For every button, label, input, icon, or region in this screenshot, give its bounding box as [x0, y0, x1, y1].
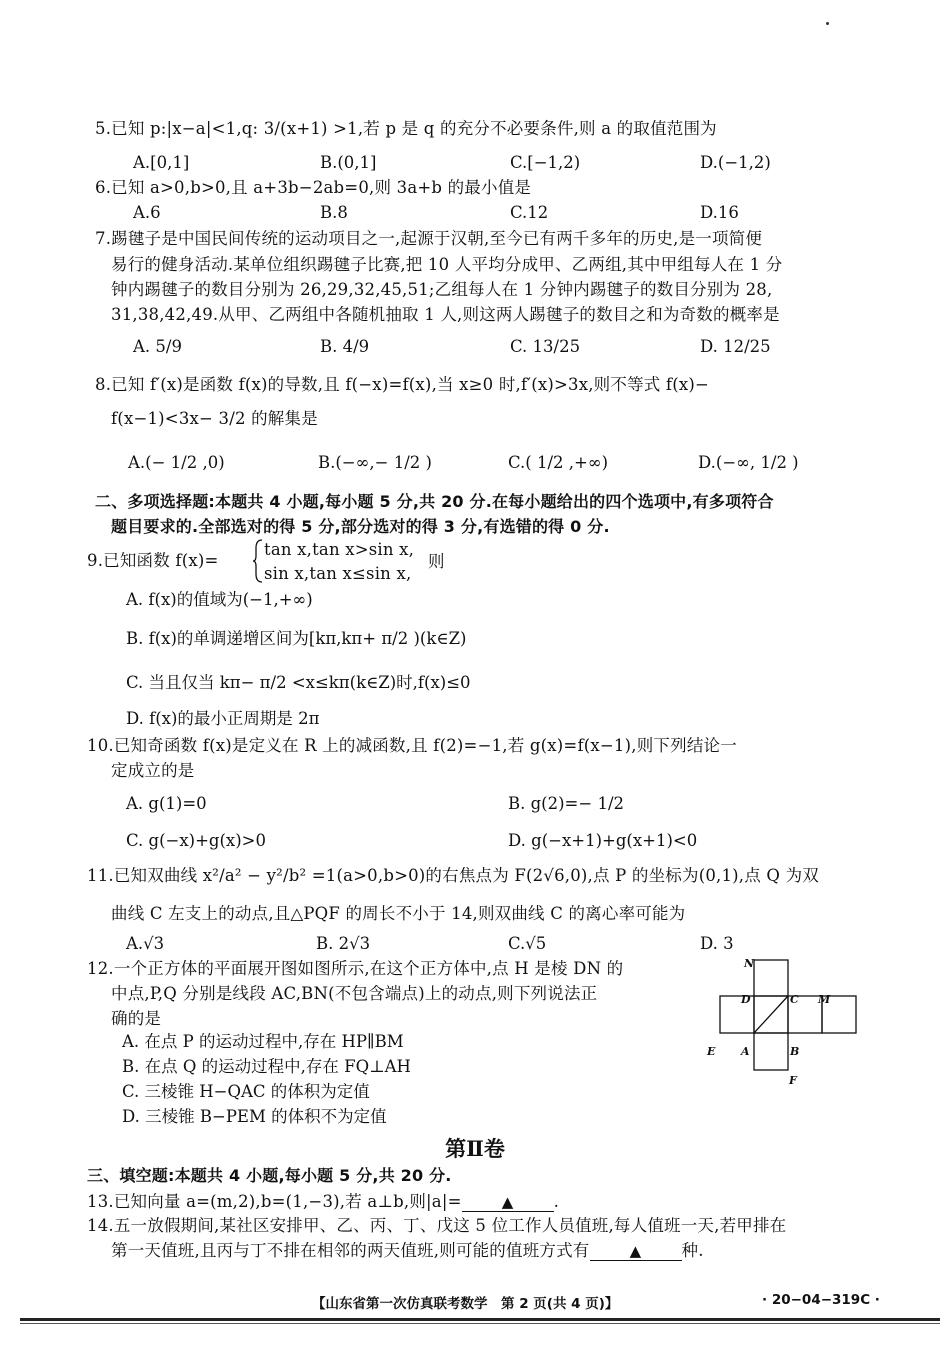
q8-option-c: C.( 1/2 ,+∞) — [508, 453, 609, 472]
q7-line-1: 7.踢毽子是中国民间传统的运动项目之一,起源于汉朝,至今已有两千多年的历史,是一项简便 — [95, 229, 763, 248]
q7-option-b: B. 4/9 — [320, 337, 370, 356]
q5-stem: 5.已知 p:|x−a|<1,q: 3/(x+1) >1,若 p 是 q 的充分不必要条件,则 a 的取值范围为 — [95, 119, 717, 138]
label-d: D — [741, 993, 751, 1006]
q9-option-d: D. f(x)的最小正周期是 2π — [126, 709, 320, 728]
section2-heading-line-2: 题目要求的.全部选对的得 5 分,部分选对的得 3 分,有选错的得 0 分. — [111, 517, 610, 536]
q7-option-d: D. 12/25 — [700, 337, 771, 356]
q7-option-a: A. 5/9 — [133, 337, 182, 356]
q5-option-d: D.(−1,2) — [700, 153, 771, 172]
q14-answer-blank[interactable] — [590, 1242, 682, 1261]
section2-heading-line-1: 二、多项选择题:本题共 4 小题,每小题 5 分,共 20 分.在每小题给出的四个选项中,有多项符合 — [95, 492, 774, 511]
q11-line-2: 曲线 C 左支上的动点,且△PQF 的周长不小于 14,则双曲线 C 的离心率可能为 — [111, 904, 686, 923]
q9-case-2: sin x,tan x≤sin x, — [264, 564, 412, 583]
q12-option-d: D. 三棱锥 B−PEM 的体积不为定值 — [122, 1107, 387, 1126]
cube-net-figure — [700, 955, 870, 1095]
diagonal-ac — [754, 996, 788, 1033]
q13-line — [87, 1191, 559, 1213]
q10-option-d: D. g(−x+1)+g(x+1)<0 — [508, 831, 698, 850]
q7-option-c: C. 13/25 — [510, 337, 581, 356]
q14-line-2 — [111, 1240, 704, 1262]
net-square-bottom — [754, 1033, 788, 1070]
q9-option-a: A. f(x)的值域为(−1,+∞) — [126, 590, 313, 609]
q14-stem: 第一天值班,且丙与丁不排在相邻的两天值班,则可能的值班方式有 — [111, 1241, 590, 1260]
q6-option-d: D.16 — [700, 203, 739, 222]
bottom-rule-thin — [20, 1323, 940, 1324]
label-f: F — [789, 1074, 797, 1087]
q10-line-2: 定成立的是 — [111, 761, 195, 780]
q8-line-1: 8.已知 f′(x)是函数 f(x)的导数,且 f(−x)=f(x),当 x≥0 时,f′(x)>3x,则不等式 f(x)− — [95, 375, 710, 394]
q5-option-c: C.[−1,2) — [510, 153, 581, 172]
q10-option-c: C. g(−x)+g(x)>0 — [126, 831, 266, 850]
q9-stem-prefix: 9.已知函数 f(x)= — [87, 551, 219, 570]
q11-option-c: C.√5 — [508, 934, 547, 953]
q10-line-1: 10.已知奇函数 f(x)是定义在 R 上的减函数,且 f(2)=−1,若 g(x)=f(x−1),则下列结论一 — [87, 736, 737, 755]
q12-option-b: B. 在点 Q 的运动过程中,存在 FQ⊥AH — [122, 1057, 411, 1076]
q11-option-b: B. 2√3 — [316, 934, 371, 953]
q8-option-a: A.(− 1/2 ,0) — [128, 453, 225, 472]
q8-line-2: f(x−1)<3x− 3/2 的解集是 — [111, 409, 318, 428]
part2-title: 第Ⅱ卷 — [445, 1136, 505, 1161]
footer-code: · 20−04−319C · — [762, 1292, 880, 1308]
bottom-rule — [20, 1318, 940, 1321]
q9-stem-suffix: 则 — [428, 552, 445, 571]
speck — [826, 22, 829, 25]
q10-option-b: B. g(2)=− 1/2 — [508, 794, 624, 813]
q13-blank-mark: ▲ — [501, 1193, 514, 1211]
q9-option-c: C. 当且仅当 kπ− π/2 <x≤kπ(k∈Z)时,f(x)≤0 — [126, 673, 471, 692]
q14-blank-mark: ▲ — [629, 1242, 642, 1260]
label-e: E — [707, 1045, 716, 1058]
q6-option-c: C.12 — [510, 203, 549, 222]
q11-line-1: 11.已知双曲线 x²/a² − y²/b² =1(a>0,b>0)的右焦点为 F(2√6,0),点 P 的坐标为(0,1),点 Q 为双 — [87, 866, 819, 885]
q6-stem: 6.已知 a>0,b>0,且 a+3b−2ab=0,则 3a+b 的最小值是 — [95, 178, 532, 197]
q10-option-a: A. g(1)=0 — [126, 794, 207, 813]
q13-answer-blank[interactable] — [462, 1193, 554, 1212]
q14-end: 种. — [681, 1241, 704, 1260]
q12-line-1: 12.一个正方体的平面展开图如图所示,在这个正方体中,点 H 是棱 DN 的 — [87, 959, 624, 978]
q6-option-b: B.8 — [320, 203, 348, 222]
q11-option-a: A.√3 — [126, 934, 165, 953]
footer-page-info: 【山东省第一次仿真联考数学 第 2 页(共 4 页)】 — [312, 1296, 619, 1312]
label-m: M — [818, 993, 831, 1006]
label-c: C — [790, 993, 799, 1006]
q9-brace — [252, 538, 264, 584]
q13-stem: 13.已知向量 a=(m,2),b=(1,−3),若 a⊥b,则|a|= — [87, 1192, 462, 1211]
label-a: A — [741, 1045, 750, 1058]
section3-heading: 三、填空题:本题共 4 小题,每小题 5 分,共 20 分. — [87, 1166, 452, 1185]
q8-option-d: D.(−∞, 1/2 ) — [698, 453, 799, 472]
q12-line-2: 中点,P,Q 分别是线段 AC,BN(不包含端点)上的动点,则下列说法正 — [111, 984, 598, 1003]
q6-option-a: A.6 — [133, 203, 161, 222]
q14-line-1: 14.五一放假期间,某社区安排甲、乙、丙、丁、戊这 5 位工作人员值班,每人值班一天,若甲排在 — [87, 1216, 787, 1235]
q5-option-b: B.(0,1] — [320, 153, 377, 172]
label-n: N — [744, 957, 755, 970]
q13-end: . — [553, 1192, 560, 1211]
q12-line-3: 确的是 — [111, 1009, 162, 1028]
q11-option-d: D. 3 — [700, 934, 734, 953]
net-square-top — [754, 960, 788, 996]
q7-line-3: 钟内踢毽子的数目分别为 26,29,32,45,51;乙组每人在 1 分钟内踢毽子的数目分别为 28, — [111, 280, 773, 299]
label-b: B — [790, 1045, 800, 1058]
q8-option-b: B.(−∞,− 1/2 ) — [318, 453, 432, 472]
q12-option-c: C. 三棱锥 H−QAC 的体积为定值 — [122, 1082, 370, 1101]
q12-option-a: A. 在点 P 的运动过程中,存在 HP∥BM — [122, 1032, 404, 1051]
q7-line-2: 易行的健身活动.某单位组织踢毽子比赛,把 10 人平均分成甲、乙两组,其中甲组每人在 1 分 — [111, 255, 783, 274]
q5-option-a: A.[0,1] — [133, 153, 190, 172]
q9-case-1: tan x,tan x>sin x, — [264, 540, 415, 559]
q9-option-b: B. f(x)的单调递增区间为[kπ,kπ+ π/2 )(k∈Z) — [126, 629, 467, 648]
q7-line-4: 31,38,42,49.从甲、乙两组中各随机抽取 1 人,则这两人踢毽子的数目之和为奇数的概率是 — [111, 305, 780, 324]
